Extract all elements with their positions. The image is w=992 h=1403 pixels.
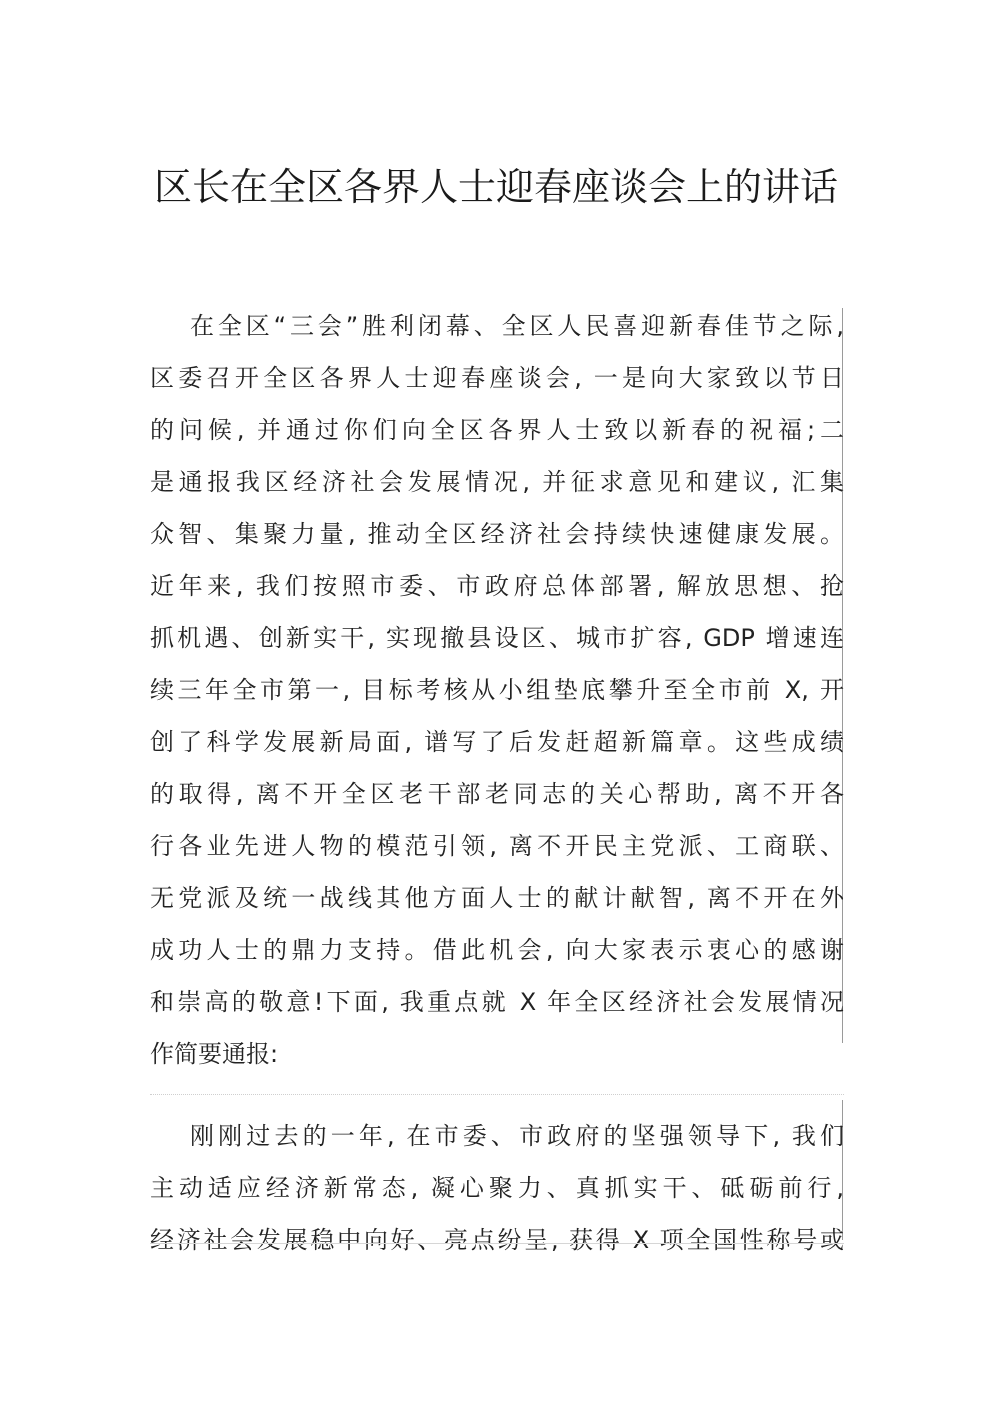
text-line: 和崇高的敬意!下面, 我重点就 X 年全区经济社会发展情况: [150, 988, 844, 1016]
document-body: [150, 300, 844, 1266]
text-line: 众智、集聚力量, 推动全区经济社会持续快速健康发展。: [150, 520, 844, 548]
text-line: 成功人士的鼎力支持。借此机会, 向大家表示衷心的感谢: [150, 936, 844, 964]
text-line: 区委召开全区各界人士迎春座谈会, 一是向大家致以节日: [150, 364, 844, 392]
dotted-separator-rule: [150, 1094, 844, 1095]
text-line: 的取得, 离不开全区老干部老同志的关心帮助, 离不开各: [150, 780, 844, 808]
text-line: 在全区“三会”胜利闭幕、全区人民喜迎新春佳节之际,: [190, 312, 844, 340]
text-line: 主动适应经济新常态, 凝心聚力、真抓实干、砥砺前行,: [150, 1174, 844, 1202]
paragraph: [150, 300, 844, 1080]
bottom-rule: [150, 1243, 844, 1244]
text-line: 是通报我区经济社会发展情况, 并征求意见和建议, 汇集: [150, 468, 844, 496]
text-line: 的问候, 并通过你们向全区各界人士致以新春的祝福;二: [150, 416, 844, 444]
text-line: 续三年全市第一, 目标考核从小组垫底攀升至全市前 X, 开: [150, 676, 844, 704]
text-line: 行各业先进人物的模范引领, 离不开民主党派、工商联、: [150, 832, 844, 860]
text-line: 作简要通报:: [150, 1040, 279, 1068]
text-line: 经济社会发展稳中向好、亮点纷呈, 获得 X 项全国性称号或: [150, 1226, 844, 1254]
text-line: 刚刚过去的一年, 在市委、市政府的坚强领导下, 我们: [190, 1122, 844, 1150]
text-line: 抓机遇、创新实干, 实现撤县设区、城市扩容, GDP 增速连: [150, 624, 844, 652]
document-title: 区长在全区各界人士迎春座谈会上的讲话: [153, 165, 838, 209]
text-line: 无党派及统一战线其他方面人士的献计献智, 离不开在外: [150, 884, 844, 912]
paragraph-separator: [150, 1080, 844, 1110]
text-line: 创了科学发展新局面, 谱写了后发赶超新篇章。这些成绩: [150, 728, 844, 756]
text-line: 近年来, 我们按照市委、市政府总体部署, 解放思想、抢: [150, 572, 844, 600]
